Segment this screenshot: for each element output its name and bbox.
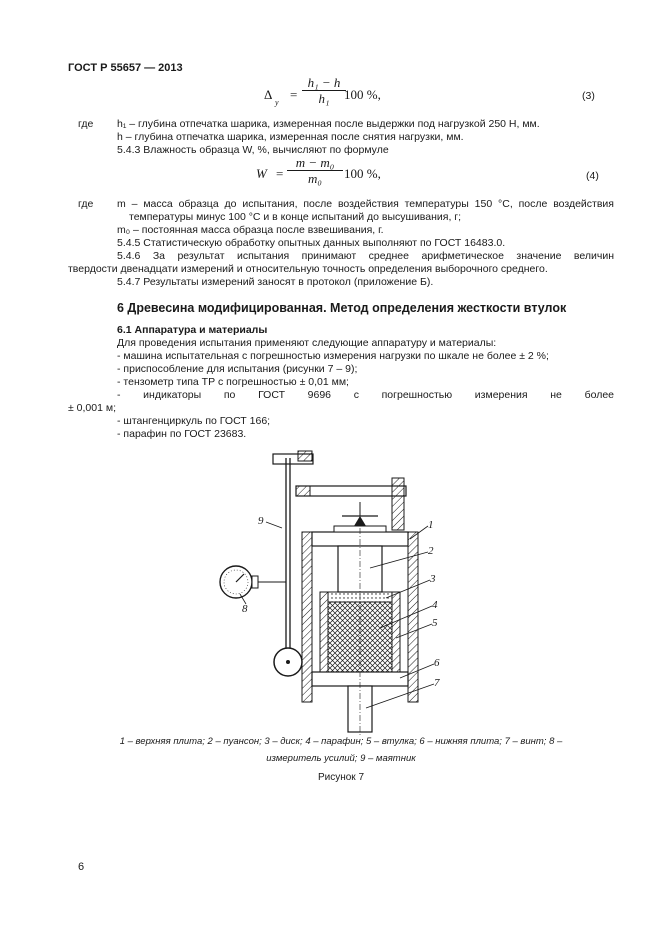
paragraph-5-4-6-line1: 5.4.6 За результат испытания принимают среднее арифметическое значение величин [117, 250, 614, 262]
section-6-title: 6 Древесина модифицированная. Метод определения жесткости втулок [117, 301, 567, 315]
formula-3-lhs-sub: у [275, 98, 279, 107]
where1-line1: h₁ – глубина отпечатка шарика, измеренная после выдержки под нагрузкой 250 Н, мм. [117, 118, 540, 130]
figure-label-8: 8 [242, 603, 248, 615]
list-item: - штангенциркуль по ГОСТ 166; [117, 415, 271, 427]
paragraph-6-1-intro: Для проведения испытания применяют следующие аппаратуру и материалы: [117, 337, 497, 349]
force-meter [220, 566, 286, 598]
top-beam [296, 478, 406, 530]
formula-4-equals: = [276, 166, 284, 181]
where-label-1: где [78, 118, 94, 130]
formula-4-number: (4) [586, 170, 599, 182]
formula-3-equals: = [290, 87, 298, 102]
paragraph-5-4-7: 5.4.7 Результаты измерений заносят в протокол (приложение Б). [117, 276, 434, 288]
formula-3-numerator: h₁ − h [302, 76, 346, 91]
section-6-1-title: 6.1 Аппаратура и материалы [117, 324, 268, 336]
list-item: ± 0,001 м; [68, 402, 117, 414]
paragraph-5-4-3: 5.4.3 Влажность образца W, %, вычисляют по формуле [117, 144, 389, 156]
formula-3-denominator: h₁ [318, 91, 330, 106]
where-label-2: где [78, 198, 94, 210]
figure-caption-line1: 1 – верхняя плита; 2 – пуансон; 3 – диск; 4 – парафин; 5 – втулка; 6 – нижняя плита; 7 – винт; 8 – [119, 736, 563, 747]
list-item: - парафин по ГОСТ 23683. [117, 428, 247, 440]
formula-4-lhs: W [256, 166, 267, 181]
where2-line3: m₀ – постоянная масса образца после взвешивания, г. [117, 224, 384, 236]
paragraph-5-4-6-line2: твердости двенадцати измерений и относительную точность определения выборочного среднего. [68, 263, 548, 275]
formula-4-fraction [287, 156, 343, 185]
figure-label-9: 9 [258, 515, 264, 527]
list-item: - машина испытательная с погрешностью измерения нагрузки по шкале не более ± 2 %; [117, 350, 549, 362]
list-item: - индикаторы по ГОСТ 9696 с погрешностью измерения не более [117, 389, 614, 401]
figure-title: Рисунок 7 [317, 772, 365, 783]
formula-4-tail: 100 %, [344, 166, 381, 181]
where2-line1: m – масса образца до испытания, после воздействия температуры 150 °С, после воздействия [117, 198, 614, 210]
figure-label-2: 2 [428, 545, 434, 557]
figure-label-3: 3 [430, 573, 436, 585]
formula-3-number: (3) [582, 90, 595, 102]
figure-caption-line2: измеритель усилий; 9 – маятник [266, 753, 416, 764]
page-number: 6 [78, 861, 85, 873]
formula-3-tail: 100 %, [344, 87, 381, 102]
where1-line2: h – глубина отпечатка шарика, измеренная после снятия нагрузки, мм. [117, 131, 464, 143]
figure-label-6: 6 [434, 657, 440, 669]
figure-label-7: 7 [434, 677, 440, 689]
figure-7-drawing [210, 448, 460, 738]
list-item: - приспособление для испытания (рисунки 7 – 9); [117, 363, 358, 375]
list-item: - тензометр типа ТР с погрешностью ± 0,01 мм; [117, 376, 349, 388]
formula-4-numerator: m − m₀ [287, 156, 343, 171]
paragraph-5-4-5: 5.4.5 Статистическую обработку опытных данных выполняют по ГОСТ 16483.0. [117, 237, 506, 249]
formula-4-denominator: m₀ [308, 171, 322, 186]
figure-label-5: 5 [432, 617, 438, 629]
formula-3-lhs: Δ [264, 87, 273, 102]
document-header: ГОСТ Р 55657 — 2013 [68, 62, 183, 74]
where2-line2: температуры минус 100 °С и в конце испытаний до высушивания, г; [129, 211, 462, 223]
frame [302, 526, 418, 736]
figure-label-4: 4 [432, 599, 438, 611]
formula-3-fraction [302, 76, 346, 105]
figure-label-1: 1 [428, 519, 434, 531]
